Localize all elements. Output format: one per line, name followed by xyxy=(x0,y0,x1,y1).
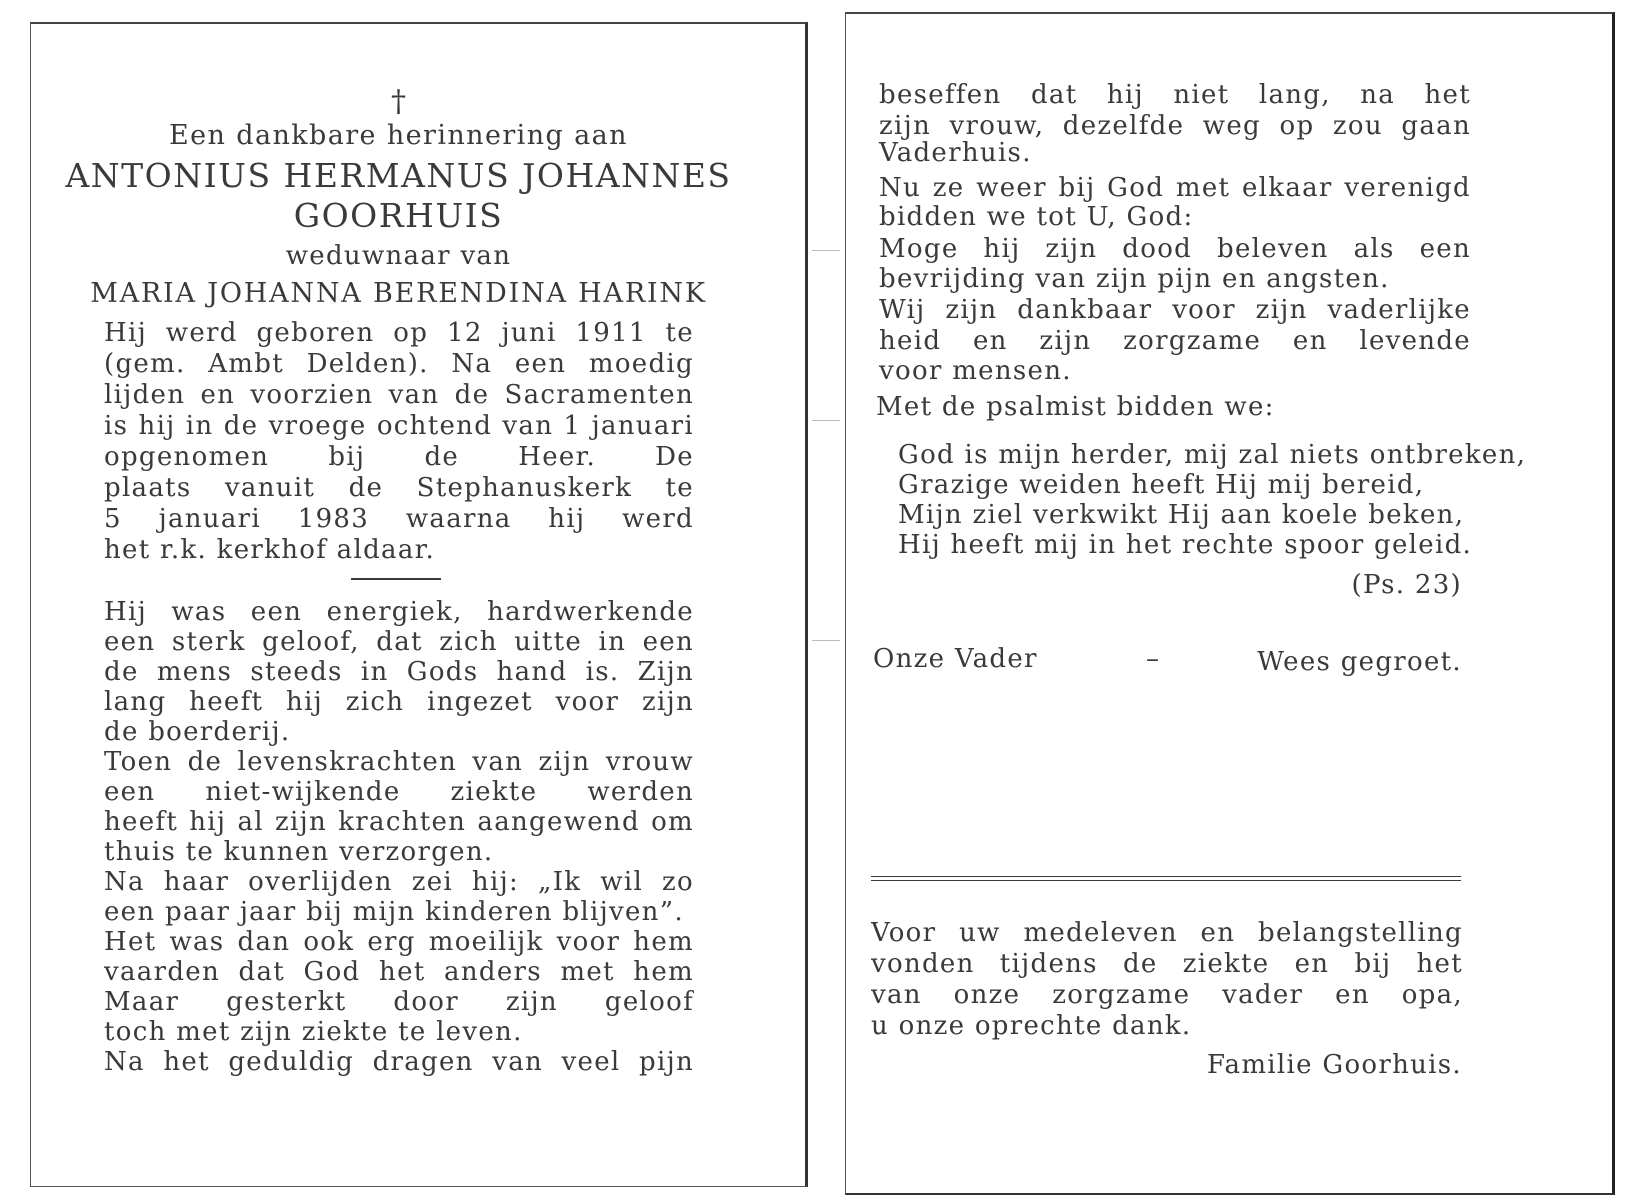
text-line: vaarden dat God het anders met hem xyxy=(104,957,694,987)
bio-line: 5 januari 1983 waarna hij werd xyxy=(104,504,694,534)
text-line: een sterk geloof, dat zich uitte in een xyxy=(104,627,694,657)
cross-symbol: † xyxy=(391,84,406,119)
text-line: Het was dan ook erg moeilijk voor hem xyxy=(104,927,694,957)
text-line: lang heeft hij zich ingezet voor zijn xyxy=(104,687,694,717)
intro-line: Een dankbare herinnering aan xyxy=(169,120,628,151)
memorial-card-right xyxy=(845,12,1615,1195)
psalm-line: Mijn ziel verkwikt Hij aan koele beken, xyxy=(898,500,1465,530)
bio-line: (gem. Ambt Delden). Na een moedig xyxy=(104,349,694,379)
bio-line: Hij werd geboren op 12 juni 1911 te xyxy=(104,318,694,348)
prayer-separator: – xyxy=(1146,644,1161,674)
family-signature: Familie Goorhuis. xyxy=(1206,1050,1462,1080)
text-line: Vaderhuis. xyxy=(879,138,1032,168)
text-line: Hij was een energiek, hardwerkende xyxy=(104,597,694,627)
psalm-reference: (Ps. 23) xyxy=(1351,570,1462,600)
text-line: zijn vrouw, dezelfde weg op zou gaan xyxy=(879,111,1471,141)
text-line: Wij zijn dankbaar voor zijn vaderlijke xyxy=(879,295,1471,325)
text-line: Na het geduldig dragen van veel pijn xyxy=(104,1047,694,1077)
text-line: Maar gesterkt door zijn geloof xyxy=(104,987,694,1017)
text-line: Toen de levenskrachten van zijn vrouw xyxy=(104,747,694,777)
text-line: bidden we tot U, God: xyxy=(879,202,1194,232)
text-line: Moge hij zijn dood beleven als een xyxy=(879,234,1471,264)
spouse-name: MARIA JOHANNA BERENDINA HARINK xyxy=(90,278,707,309)
text-line: voor mensen. xyxy=(879,356,1072,386)
text-line: thuis te kunnen verzorgen. xyxy=(104,837,494,867)
thanks-line: vonden tijdens de ziekte en bij het xyxy=(871,949,1463,979)
relation-line: weduwnaar van xyxy=(285,241,512,271)
psalm-line: God is mijn herder, mij zal niets ontbreken, xyxy=(898,440,1527,470)
text-line: een paar jaar bij mijn kinderen blijven”. xyxy=(104,897,684,927)
text-line: heid en zijn zorgzame en levende xyxy=(879,326,1471,356)
text-line: Nu ze weer bij God met elkaar verenigd xyxy=(879,173,1471,203)
psalm-line: Hij heeft mij in het rechte spoor geleid. xyxy=(898,530,1473,560)
scan-artifact xyxy=(812,640,840,641)
text-line: bevrijding van zijn pijn en angsten. xyxy=(879,264,1390,294)
deceased-name-line1: ANTONIUS HERMANUS JOHANNES xyxy=(65,156,732,195)
text-line: toch met zijn ziekte te leven. xyxy=(104,1017,523,1047)
thanks-line: Voor uw medeleven en belangstelling xyxy=(871,918,1463,948)
bio-line: is hij in de vroege ochtend van 1 januari xyxy=(104,411,694,441)
scan-artifact xyxy=(812,420,840,421)
text-line: een niet-wijkende ziekte werden xyxy=(104,777,694,807)
text-line: beseffen dat hij niet lang, na het xyxy=(879,80,1471,110)
prayer-our-father: Onze Vader xyxy=(873,644,1038,674)
thanks-line: u onze oprechte dank. xyxy=(871,1011,1192,1041)
section-divider xyxy=(351,578,441,580)
psalm-line: Grazige weiden heeft Hij mij bereid, xyxy=(898,470,1425,500)
text-line: Na haar overlijden zei hij: „Ik wil zo xyxy=(104,867,694,897)
memorial-card-left xyxy=(30,22,808,1187)
bio-line: lijden en voorzien van de Sacramenten xyxy=(104,380,694,410)
bio-line: het r.k. kerkhof aldaar. xyxy=(104,535,436,565)
text-line: de mens steeds in Gods hand is. Zijn xyxy=(104,657,694,687)
thanks-line: van onze zorgzame vader en opa, xyxy=(871,980,1463,1010)
deceased-name-line2: GOORHUIS xyxy=(293,196,504,235)
text-line: heeft hij al zijn krachten aangewend om xyxy=(104,807,694,837)
scan-artifact xyxy=(812,250,840,251)
text-line: Met de psalmist bidden we: xyxy=(876,392,1275,422)
thanks-divider xyxy=(871,876,1461,881)
text-line: de boerderij. xyxy=(104,717,291,747)
prayer-hail-mary: Wees gegroet. xyxy=(1257,647,1462,677)
bio-line: plaats vanuit de Stephanuskerk te xyxy=(104,473,694,503)
bio-line: opgenomen bij de Heer. De xyxy=(104,442,694,472)
